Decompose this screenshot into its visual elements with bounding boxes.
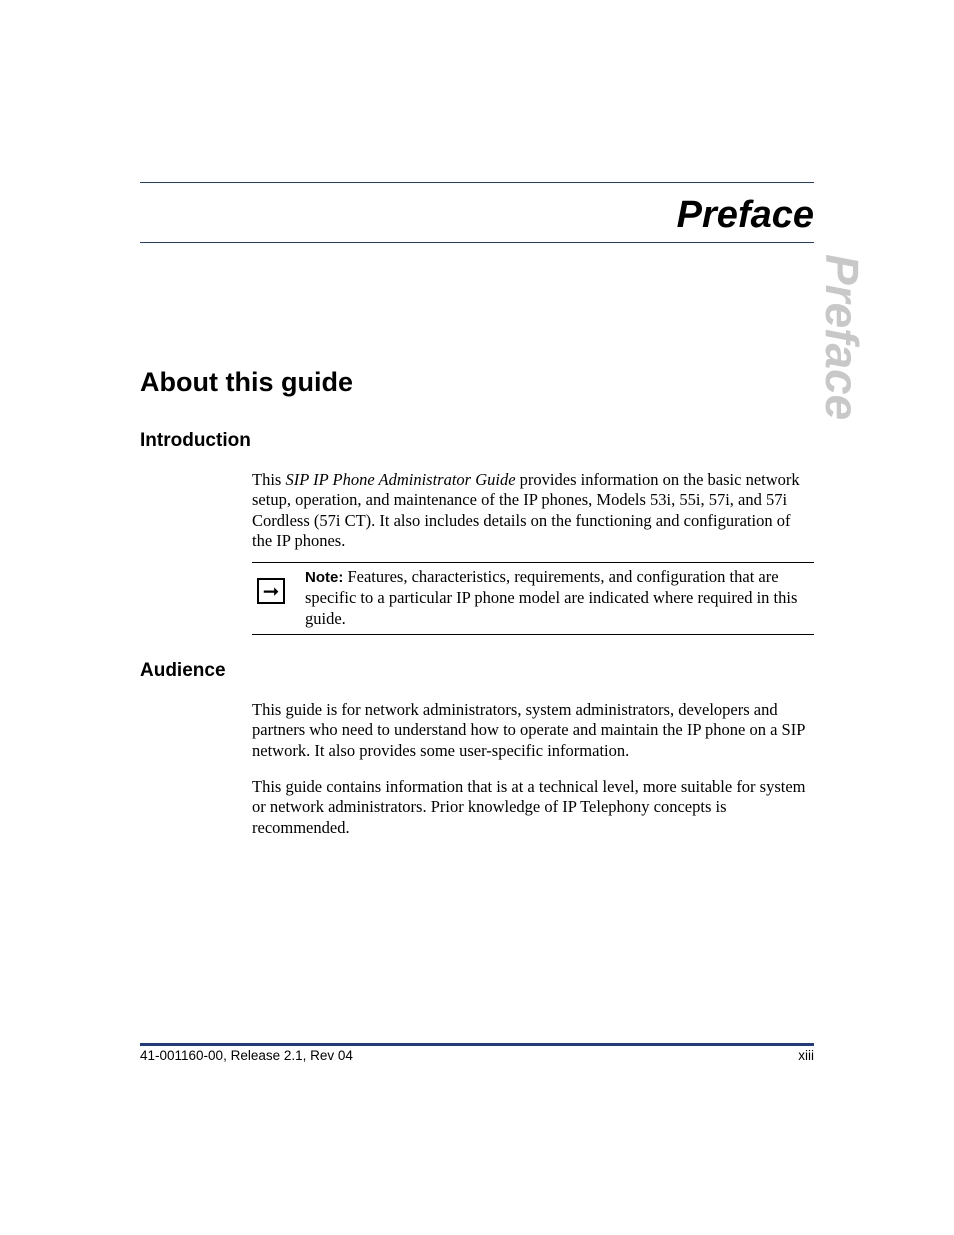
footer-doc-id: 41-001160-00, Release 2.1, Rev 04 xyxy=(140,1048,353,1063)
note-text xyxy=(305,567,810,629)
introduction-paragraph xyxy=(252,470,814,551)
footer-rule xyxy=(140,1043,814,1046)
introduction-rest: provides information on the basic network setup, operation, and maintenance of the IP phones, Models 53i, 55i, 57i, and 57i Cordless (57i CT). It also includes details on the functioning and configuration of the IP phones. xyxy=(252,470,800,550)
chapter-rule-top xyxy=(140,182,814,183)
chapter-side-tab: Preface xyxy=(816,254,868,421)
audience-heading: Audience xyxy=(140,660,226,681)
introduction-heading: Introduction xyxy=(140,430,251,451)
footer-page-number: xiii xyxy=(798,1048,814,1063)
note-body: Features, characteristics, requirements, and configuration that are specific to a particular IP phone model are indicated where required in this guide. xyxy=(305,567,798,628)
audience-paragraph-1: This guide is for network administrators, system administrators, developers and partners who need to understand how to operate and maintain the IP phone on a SIP network. It also provides some user-specific information. xyxy=(252,700,805,760)
audience-paragraph-2: This guide contains information that is at a technical level, more suitable for system or network administrators. Prior knowledge of IP Telephony concepts is recommended. xyxy=(252,777,806,837)
chapter-rule-bottom xyxy=(140,242,814,243)
section-title: About this guide xyxy=(140,367,353,397)
guide-title: SIP IP Phone Administrator Guide xyxy=(285,470,516,489)
note-label: Note: xyxy=(305,569,344,586)
note-box xyxy=(252,562,814,635)
introduction-lead: This xyxy=(252,470,286,489)
arrow-right-icon: ➞ xyxy=(257,578,285,604)
chapter-title: Preface xyxy=(676,194,814,236)
